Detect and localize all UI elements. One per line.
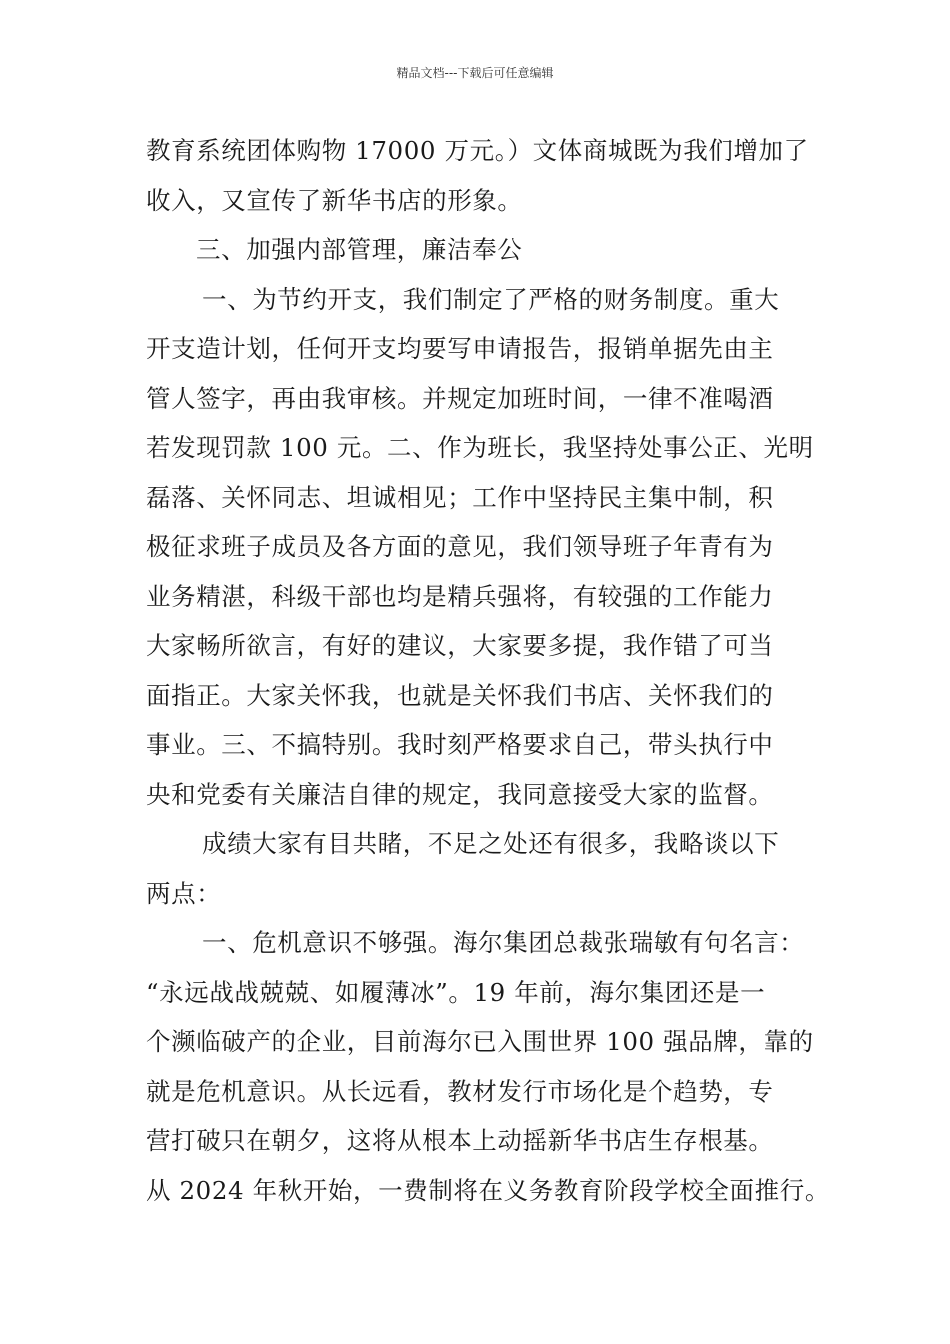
text-line: 面指正。大家关怀我，也就是关怀我们书店、关怀我们的 (146, 680, 774, 710)
text-line: 央和党委有关廉洁自律的规定，我同意接受大家的监督。 (146, 779, 774, 809)
text-line: 成绩大家有目共睹，不足之处还有很多，我略谈以下 (202, 829, 780, 858)
section-heading: 三、加强内部管理，廉洁奉公 (196, 235, 523, 264)
text-line: 个濒临破产的企业，目前海尔已入围世界 100 强品牌，靠的 (146, 1027, 814, 1056)
text-line: 事业。三、不搞特别。我时刻严格要求自己，带头执行中 (146, 730, 774, 759)
text-line: 就是危机意识。从长远看，教材发行市场化是个趋势，专 (146, 1076, 774, 1106)
page-header: 精品文档---下载后可任意编辑 (396, 66, 554, 80)
text-line: 管人签字，再由我审核。并规定加班时间，一律不准喝酒 (146, 383, 774, 413)
text-line: 磊落、关怀同志、坦诚相见；工作中坚持民主集中制，积 (146, 482, 774, 512)
text-line: 业务精湛，科级干部也均是精兵强将，有较强的工作能力 (146, 581, 774, 611)
text-line: 两点： (146, 878, 222, 908)
text-line: 极征求班子成员及各方面的意见，我们领导班子年青有为 (146, 532, 774, 561)
text-line: 收入，又宣传了新华书店的形象。 (146, 185, 523, 215)
document-body (146, 126, 830, 1215)
text-line: 从 2024 年秋开始，一费制将在义务教育阶段学校全面推行。 (146, 1175, 830, 1205)
text-line: “永远战战兢兢、如履薄冰”。19 年前，海尔集团还是一 (146, 977, 766, 1007)
text-line: 开支造计划，任何开支均要写申请报告，报销单据先由主 (146, 334, 774, 363)
text-line: 一、为节约开支，我们制定了严格的财务制度。重大 (202, 284, 780, 314)
text-line: 一、危机意识不够强。海尔集团总裁张瑞敏有句名言： (202, 928, 805, 957)
text-line: 营打破只在朝夕，这将从根本上动摇新华书店生存根基。 (146, 1126, 774, 1155)
text-line: 若发现罚款 100 元。二、作为班长，我坚持处事公正、光明 (146, 433, 814, 462)
text-line: 大家畅所欲言，有好的建议，大家要多提，我作错了可当 (146, 631, 774, 660)
text-line: 教育系统团体购物 17000 万元。）文体商城既为我们增加了 (146, 136, 809, 165)
